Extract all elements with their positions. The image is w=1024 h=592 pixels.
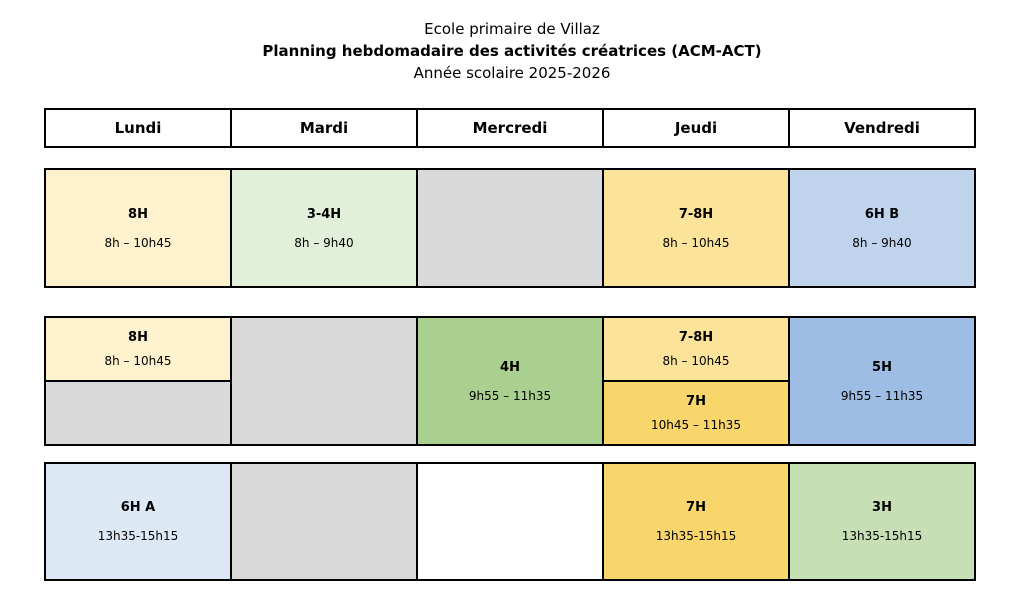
slot-time: 8h – 9h40 [294,235,354,250]
schedule-column-vendredi [790,464,974,579]
schedule-band-afternoon [44,462,976,581]
schedule-column-lundi [46,318,232,444]
slot-time: 13h35-15h15 [97,529,179,543]
slot-time: 8h – 10h45 [662,235,730,250]
slot-class-level: 3H [872,500,892,515]
slot-class-level: 5H [872,359,892,375]
schedule-column-mercredi [418,318,604,444]
schedule-column-jeudi [604,464,790,579]
page-title: Planning hebdomadaire des activités créatrices (ACM-ACT) [262,42,762,60]
schedule-column-mercredi [418,170,604,286]
slot-class-level: 7H [686,500,706,515]
slot-time: 8h – 10h45 [104,354,172,368]
school-year: Année scolaire 2025-2026 [413,64,611,82]
schedule-column-lundi [46,170,232,286]
day-header-jeudi: Jeudi [604,110,790,146]
slot-class-level: 6H A [120,500,156,515]
slot-class-level: 7H [686,394,706,409]
slot-time: 8h – 10h45 [662,354,730,368]
schedule-slot [418,464,602,579]
schedule-column-mardi [232,170,418,286]
slot-class-level: 7-8H [678,330,714,345]
slot-time: 9h55 – 11h35 [468,388,552,403]
slot-class-level: 8H [128,330,148,345]
day-header-mardi: Mardi [232,110,418,146]
schedule-slot [790,464,974,579]
schedule-band-morning-early [44,168,976,288]
schedule-slot [418,170,602,286]
slot-time: 8h – 10h45 [104,235,172,250]
schedule-slot [790,170,974,286]
slot-class-level: 7-8H [678,206,714,222]
slot-class-level: 4H [500,359,520,375]
schedule-column-vendredi [790,170,974,286]
schedule-band-morning-late [44,316,976,446]
schedule-slot [604,380,788,444]
slot-class-level: 8H [128,206,148,222]
schedule-slot [46,170,230,286]
schedule-slot [418,318,602,444]
schedule-column-mardi [232,318,418,444]
schedule-slot [604,464,788,579]
school-name: Ecole primaire de Villaz [424,20,600,38]
slot-class-level: 3-4H [306,206,342,222]
schedule-column-jeudi [604,318,790,444]
slot-time: 10h45 – 11h35 [651,418,741,432]
schedule-slot [46,464,230,579]
day-header-mercredi: Mercredi [418,110,604,146]
schedule-slot [232,170,416,286]
slot-time: 13h35-15h15 [655,529,737,543]
day-header-row [44,108,976,148]
slot-time: 8h – 9h40 [852,235,912,250]
schedule-slot [232,318,416,444]
schedule-column-lundi [46,464,232,579]
schedule-column-vendredi [790,318,974,444]
slot-time: 13h35-15h15 [841,529,923,543]
schedule-slot [232,464,416,579]
schedule-column-mercredi [418,464,604,579]
schedule-column-jeudi [604,170,790,286]
schedule-slot [604,170,788,286]
schedule-slot [604,318,788,380]
schedule-slot [46,380,230,444]
day-header-lundi: Lundi [46,110,232,146]
day-header-vendredi: Vendredi [844,119,920,137]
schedule-slot [790,318,974,444]
schedule-slot [46,318,230,380]
slot-time: 9h55 – 11h35 [840,388,924,403]
slot-class-level: 6H B [864,206,900,222]
schedule-column-mardi [232,464,418,579]
